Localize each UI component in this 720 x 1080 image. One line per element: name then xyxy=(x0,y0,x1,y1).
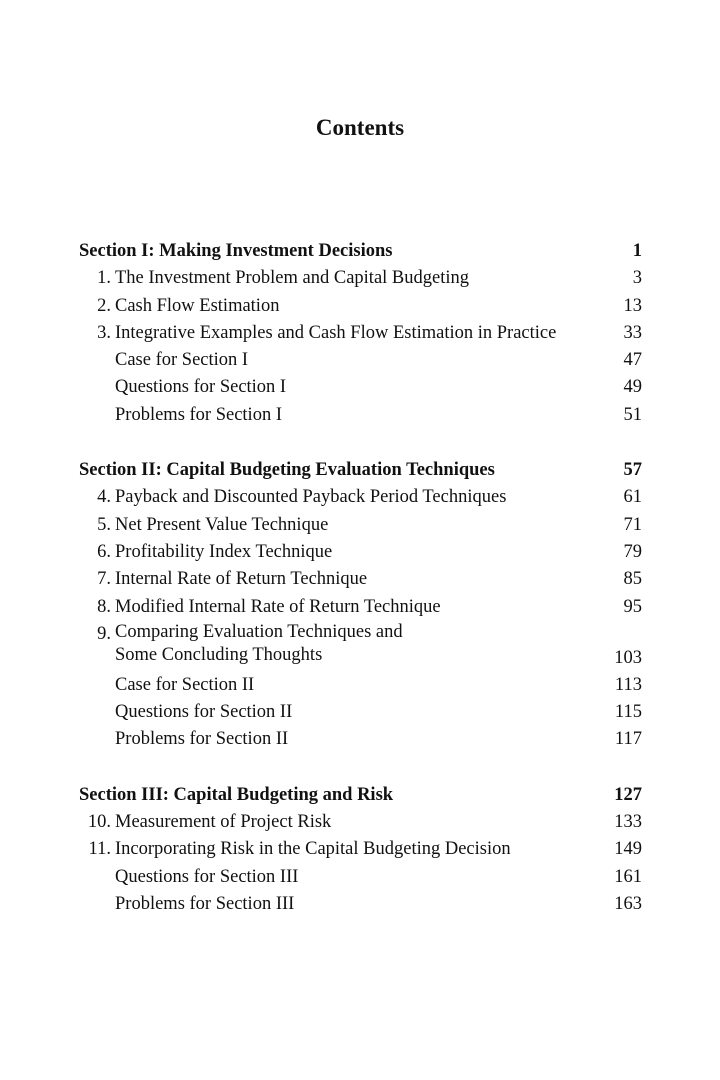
page-number: 115 xyxy=(614,702,642,723)
entry-title: Problems for Section I xyxy=(115,404,282,425)
page-number: 1 xyxy=(632,241,642,261)
entry-title: Measurement of Project Risk xyxy=(115,812,332,833)
entry-title: Case for Section I xyxy=(115,350,249,371)
entry-title: Questions for Section I xyxy=(115,377,287,398)
entry-title: Integrative Examples and Cash Flow Estimation in Practice xyxy=(115,322,557,343)
page-number: 103 xyxy=(614,647,642,668)
chapter-number: 11. xyxy=(88,839,111,860)
toc-entry[interactable] xyxy=(79,621,642,672)
entry-title: Internal Rate of Return Technique xyxy=(115,569,368,590)
page-number: 133 xyxy=(614,812,642,833)
chapter-number: 5. xyxy=(97,514,111,535)
page-number: 33 xyxy=(623,322,642,343)
section-heading-row[interactable] xyxy=(79,457,642,484)
entry-title: Problems for Section III xyxy=(115,893,295,914)
entry-title: Incorporating Risk in the Capital Budgeting Decision xyxy=(115,839,511,860)
entry-title: Net Present Value Technique xyxy=(115,514,329,535)
chapter-number: 4. xyxy=(97,487,111,508)
page-number: 51 xyxy=(623,404,642,425)
entry-title: Profitability Index Technique xyxy=(115,541,333,562)
toc-entry[interactable] xyxy=(79,726,642,753)
page-title: Contents xyxy=(315,115,405,140)
chapter-number: 3. xyxy=(97,322,111,343)
toc-entry[interactable] xyxy=(79,512,642,539)
page-number: 161 xyxy=(614,866,642,887)
toc-entry[interactable] xyxy=(79,293,642,320)
page-number: 117 xyxy=(614,729,642,750)
toc-entry[interactable] xyxy=(79,374,642,401)
toc-entry[interactable] xyxy=(79,566,642,593)
section-heading: Section I: Making Investment Decisions xyxy=(79,241,393,261)
page-number: 149 xyxy=(614,839,642,860)
entry-title: Comparing Evaluation Techniques and Some Concluding Thoughts xyxy=(115,621,403,666)
page-number: 49 xyxy=(623,377,642,398)
toc-entry[interactable] xyxy=(79,809,642,836)
toc-section xyxy=(79,457,642,754)
page-number: 85 xyxy=(623,569,642,590)
section-heading: Section III: Capital Budgeting and Risk xyxy=(79,784,394,805)
toc-entry[interactable] xyxy=(79,864,642,891)
toc-entry[interactable] xyxy=(79,265,642,292)
toc-entry[interactable] xyxy=(79,594,642,621)
entry-title: Problems for Section II xyxy=(115,729,289,750)
chapter-number: 10. xyxy=(87,812,111,833)
entry-title: Questions for Section II xyxy=(115,702,293,723)
toc-entry[interactable] xyxy=(79,402,642,429)
toc-section xyxy=(79,782,642,918)
page-number: 71 xyxy=(623,514,642,535)
toc-entry[interactable] xyxy=(79,539,642,566)
toc-section xyxy=(79,238,642,429)
chapter-number: 1. xyxy=(97,268,111,289)
page-number: 95 xyxy=(623,596,642,617)
toc-entry[interactable] xyxy=(79,347,642,374)
page-number: 13 xyxy=(623,295,642,316)
toc-entry[interactable] xyxy=(79,672,642,699)
section-heading-row[interactable] xyxy=(79,782,642,809)
entry-title: Case for Section II xyxy=(115,674,255,695)
table-of-contents xyxy=(79,238,642,946)
page-number: 113 xyxy=(614,674,642,695)
page-number: 47 xyxy=(623,350,642,371)
entry-title: Payback and Discounted Payback Period Techniques xyxy=(115,487,507,508)
chapter-number: 7. xyxy=(97,569,111,590)
chapter-number: 2. xyxy=(97,295,111,316)
entry-title: Questions for Section III xyxy=(115,866,299,887)
page-number: 163 xyxy=(614,893,642,914)
chapter-number: 8. xyxy=(97,596,111,617)
entry-title: The Investment Problem and Capital Budgeting xyxy=(115,268,470,289)
section-heading: Section II: Capital Budgeting Evaluation Techniques xyxy=(79,460,495,481)
section-heading-row[interactable] xyxy=(79,238,642,265)
page-number: 57 xyxy=(623,460,642,481)
toc-entry[interactable] xyxy=(79,891,642,918)
toc-entry[interactable] xyxy=(79,484,642,511)
toc-entry[interactable] xyxy=(79,699,642,726)
chapter-number: 9. xyxy=(97,623,111,644)
page-number: 61 xyxy=(623,487,642,508)
toc-entry[interactable] xyxy=(79,320,642,347)
page-number: 79 xyxy=(623,541,642,562)
page-number: 127 xyxy=(614,784,642,805)
entry-title: Cash Flow Estimation xyxy=(115,295,280,316)
entry-title: Modified Internal Rate of Return Technique xyxy=(115,596,441,617)
page-number: 3 xyxy=(632,268,642,289)
chapter-number: 6. xyxy=(97,541,111,562)
toc-entry[interactable] xyxy=(79,836,642,863)
